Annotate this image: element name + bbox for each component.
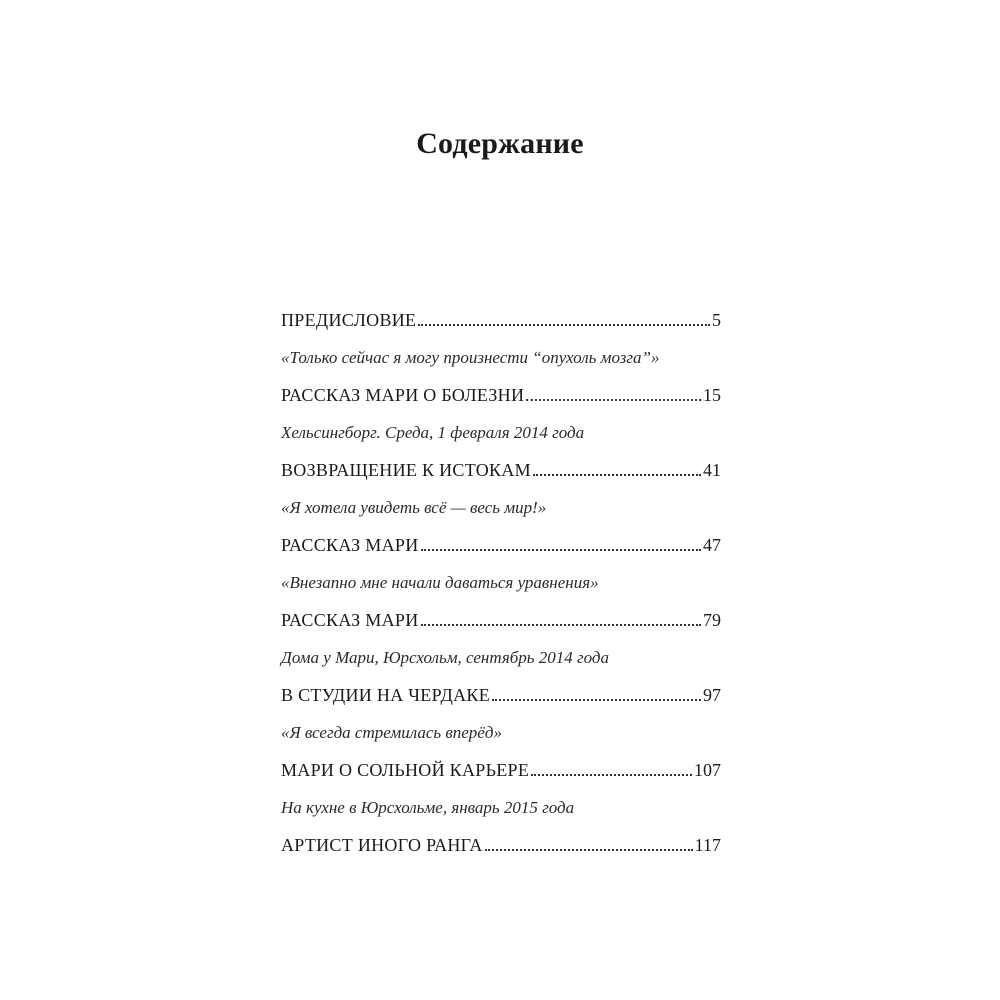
toc-entry[interactable] (281, 608, 721, 632)
table-of-contents (281, 308, 721, 871)
dot-leader (418, 323, 710, 326)
toc-entry-title: РАССКАЗ МАРИ (281, 610, 419, 630)
toc-entry-page-number: 47 (703, 535, 721, 555)
dot-leader (485, 848, 693, 851)
toc-entry-title: МАРИ О СОЛЬНОЙ КАРЬЕРЕ (281, 760, 530, 780)
toc-entry-title: В СТУДИИ НА ЧЕРДАКЕ (281, 685, 491, 705)
toc-subtitle: «Внезапно мне начали даваться уравнения» (281, 573, 599, 592)
toc-entry-title: РАССКАЗ МАРИ (281, 535, 419, 555)
toc-entry[interactable] (281, 758, 721, 782)
toc-entry[interactable] (281, 533, 721, 557)
toc-entry-page-number: 79 (703, 610, 721, 630)
toc-entry[interactable] (281, 833, 721, 857)
toc-entry[interactable] (281, 458, 721, 482)
toc-subtitle: «Только сейчас я могу произнести “опухоль мозга”» (281, 348, 660, 367)
dot-leader (421, 623, 701, 626)
dot-leader (492, 698, 701, 701)
toc-entry-title: РАССКАЗ МАРИ О БОЛЕЗНИ (281, 385, 525, 405)
toc-entry[interactable] (281, 308, 721, 332)
dot-leader (531, 773, 692, 776)
toc-subtitle: Дома у Мари, Юрсхольм, сентябрь 2014 года (281, 648, 610, 667)
toc-entry-page-number: 5 (712, 310, 721, 330)
toc-entry-page-number: 107 (694, 760, 721, 780)
toc-subtitle: «Я хотела увидеть всё — весь мир!» (281, 498, 547, 517)
toc-entry-page-number: 117 (694, 835, 721, 855)
dot-leader (526, 398, 701, 401)
toc-entry-page-number: 41 (703, 460, 721, 480)
toc-entry[interactable] (281, 683, 721, 707)
toc-entry-title: ПРЕДИСЛОВИЕ (281, 310, 417, 330)
toc-entry-title: ВОЗВРАЩЕНИЕ К ИСТОКАМ (281, 460, 531, 480)
toc-subtitle: На кухне в Юрсхольме, январь 2015 года (281, 798, 575, 817)
toc-subtitle: «Я всегда стремилась вперёд» (281, 723, 502, 742)
toc-entry[interactable] (281, 383, 721, 407)
dot-leader (533, 473, 701, 476)
toc-entry-title: АРТИСТ ИНОГО РАНГА (281, 835, 483, 855)
page-title: Содержание (416, 127, 584, 160)
toc-entry-page-number: 15 (703, 385, 721, 405)
toc-entry-page-number: 97 (703, 685, 721, 705)
toc-subtitle: Хельсингборг. Среда, 1 февраля 2014 года (281, 423, 585, 442)
dot-leader (421, 548, 701, 551)
